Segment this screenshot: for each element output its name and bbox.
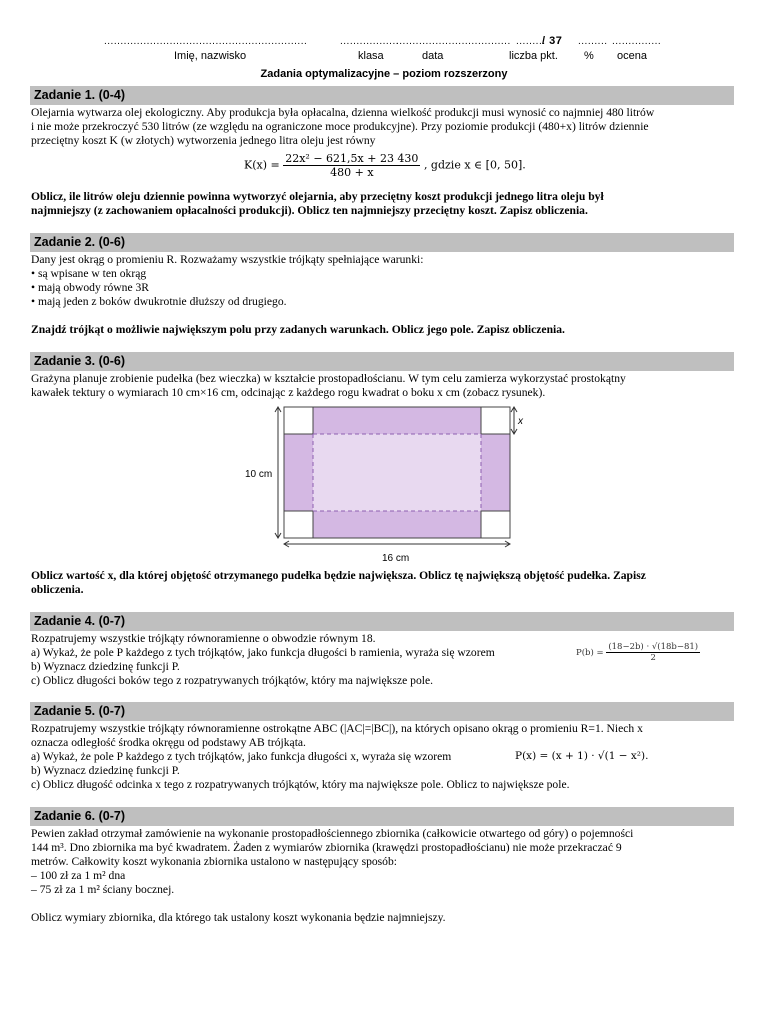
task-1-question — [31, 190, 735, 218]
task-2-question — [31, 323, 735, 337]
formula-numerator: 22x² − 621,5x + 23 430 — [285, 152, 419, 165]
task-6-body — [31, 827, 735, 897]
date-field-dots: ................................... — [396, 36, 511, 47]
task-1-line: przeciętny koszt K (w złotych) wytworzenia jednego litra oleju jest równy — [31, 134, 376, 147]
task-3-title: Zadanie 3. (0-6) — [30, 352, 734, 371]
height-label: 10 cm — [245, 469, 273, 480]
formula-lhs: P(b) = — [576, 648, 604, 658]
task-1-formula — [244, 152, 526, 179]
task-5-line: Rozpatrujemy wszystkie trójkąty równoramienne ostrokątne ABC (|AC|=|BC|), na których opisano okrąg o promieniu R=1. Niech x — [31, 722, 643, 735]
task-1-line: i nie może przekroczyć 530 litrów (ze względu na ograniczone moce produkcyjne). Przy poziomie produkcji (480+x) litrów dziennie — [31, 120, 649, 133]
box-bottom — [313, 434, 481, 511]
label-points: liczba pkt. — [509, 50, 558, 62]
formula-fraction — [283, 152, 420, 179]
task-1-body — [31, 106, 735, 148]
task-1-question-line: Oblicz, ile litrów oleju dziennie powinna wytworzyć olejarnia, aby przeciętny koszt produkcji jednego litra oleju był — [31, 190, 604, 203]
task-3-question-line: Oblicz wartość x, dla której objętość otrzymanego pudełka będzie największa. Oblicz tę największą objętość pudełka. Zapisz — [31, 569, 646, 582]
cut-corner-square — [481, 407, 510, 434]
task-6-line: – 75 zł za 1 m² ściany bocznej. — [31, 883, 175, 896]
task-4-title: Zadanie 4. (0-7) — [30, 612, 734, 631]
page-title: Zadania optymalizacyjne – poziom rozszerzony — [260, 68, 508, 80]
task-3-body — [31, 372, 735, 400]
task-3-line: kawałek tektury o wymiarach 10 cm×16 cm, odcinając z każdego rogu kwadrat o boku x cm (zobacz rysunek). — [31, 386, 546, 399]
label-percent: % — [584, 50, 594, 62]
grade-field-dots: ............... — [612, 36, 662, 47]
percent-field-dots: ......... — [578, 36, 608, 47]
task-2-line: • mają jeden z boków dwukrotnie dłuższy od drugiego. — [31, 295, 287, 308]
task-2-line: Dany jest okrąg o promieniu R. Rozważamy wszystkie trójkąty spełniające warunki: — [31, 253, 424, 266]
formula-numerator: (18−2b) · √(18b−81) — [608, 642, 699, 652]
x-label: x — [518, 416, 523, 427]
formula-denominator: 480 + x — [330, 166, 374, 179]
task-4-formula — [576, 642, 700, 663]
task-3-question — [31, 569, 735, 597]
task-5-line: c) Oblicz długość odcinka x tego z rozpatrywanych trójkątów, który ma największe pole. Oblicz to największe pole. — [31, 778, 570, 791]
task-4-line: b) Wyznacz dziedzinę funkcji P. — [31, 660, 180, 673]
formula-denominator: 2 — [650, 653, 656, 663]
formula-fraction — [606, 642, 700, 663]
task-6-line: Pewien zakład otrzymał zamówienie na wykonanie prostopadłościennego zbiornika (całkowicie otwartego od góry) o pojemności — [31, 827, 634, 840]
task-3-question-line: obliczenia. — [31, 583, 84, 596]
task-2-question-line: Znajdź trójkąt o możliwie największym polu przy zadanych warunkach. Oblicz jego pole. Zapisz obliczenia. — [31, 323, 565, 336]
task-5-line: b) Wyznacz dziedzinę funkcji P. — [31, 764, 180, 777]
task-6-title: Zadanie 6. (0-7) — [30, 807, 734, 826]
task-2-title: Zadanie 2. (0-6) — [30, 233, 734, 252]
task-4-line: a) Wykaż, że pole P każdego z tych trójkątów, jako funkcja długości b ramienia, wyraża się wzorem — [31, 646, 495, 659]
task-5-title: Zadanie 5. (0-7) — [30, 702, 734, 721]
cut-corner-square — [284, 407, 313, 434]
label-name: Imię, nazwisko — [174, 50, 247, 62]
formula-lhs: K(x) = — [244, 158, 280, 172]
task-4-line: Rozpatrujemy wszystkie trójkąty równoramienne o obwodzie równym 18. — [31, 632, 376, 645]
task-5-formula: P(x) = (x + 1) · √(1 − x²). — [515, 750, 649, 762]
task-6-line: metrów. Całkowity koszt wykonania zbiornika ustalono w następujący sposób: — [31, 855, 397, 868]
task-1-question-line: najmniejszy (z zachowaniem opłacalności produkcji). Oblicz ten najmniejszy przeciętny koszt. Zapisz obliczenia. — [31, 204, 588, 217]
width-label: 16 cm — [382, 553, 410, 564]
task-5-line: oznacza odległość środka okręgu od podstawy AB trójkąta. — [31, 736, 306, 749]
task-6-line: – 100 zł za 1 m² dna — [31, 869, 126, 882]
label-class: klasa — [358, 50, 384, 62]
max-points: / 37 — [542, 35, 563, 47]
cardboard-figure — [238, 402, 530, 566]
label-grade: ocena — [617, 50, 647, 62]
cut-corner-square — [481, 511, 510, 538]
task-3-line: Grażyna planuje zrobienie pudełka (bez wieczka) w kształcie prostopadłościanu. W tym celu zamierza wykorzystać prostokątny — [31, 372, 626, 385]
task-2-line: • są wpisane w ten okrąg — [31, 267, 147, 280]
formula-rhs: , gdzie x ∈ [0, 50]. — [423, 158, 526, 172]
task-6-question — [31, 911, 735, 925]
cut-corner-square — [284, 511, 313, 538]
task-5-line: a) Wykaż, że pole P każdego z tych trójkątów, jako funkcja długości x, wyraża się wzorem — [31, 750, 452, 763]
task-2-body — [31, 253, 735, 309]
task-6-question-line: Oblicz wymiary zbiornika, dla którego tak ustalony koszt wykonania będzie najmniejszy. — [31, 911, 446, 924]
name-field-dots: .............................................................. — [104, 36, 308, 47]
task-6-line: 144 m³. Dno zbiornika ma być kwadratem. Żaden z wymiarów zbiornika (krawędzi prostopadłościanu) nie może przekraczać 9 — [31, 841, 622, 854]
label-date: data — [422, 50, 444, 62]
class-field-dots: .................. — [340, 36, 400, 47]
task-1-line: Olejarnia wytwarza olej ekologiczny. Aby produkcja była opłacalna, dzienna wielkość produkcji musi wynosić co najmniej 480 litrów — [31, 106, 655, 119]
task-4-line: c) Oblicz długości boków tego z rozpatrywanych trójkątów, który ma największe pole. — [31, 674, 434, 687]
points-field-dots: ......... — [516, 36, 546, 47]
task-2-line: • mają obwody równe 3R — [31, 281, 150, 294]
task-1-title: Zadanie 1. (0-4) — [30, 86, 734, 105]
